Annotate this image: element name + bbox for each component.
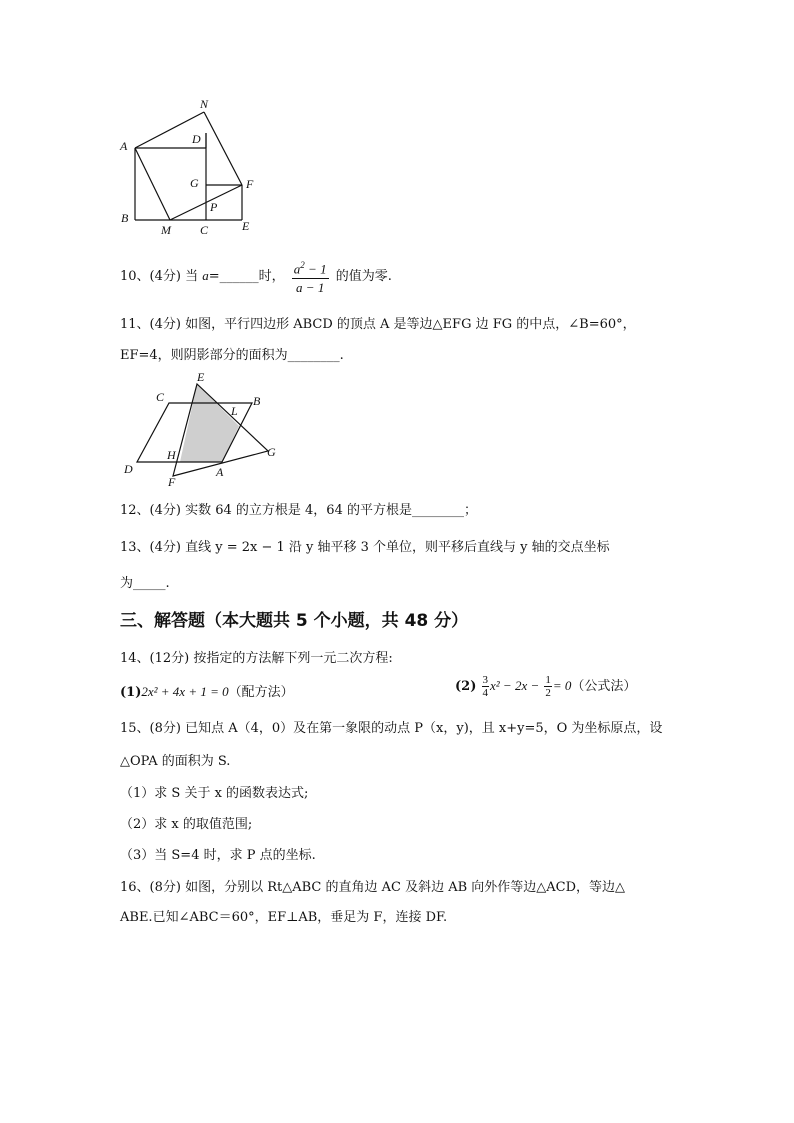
- question-10: [120, 256, 392, 297]
- figure-parallelogram-triangle: [118, 368, 288, 490]
- q10-num-rest: − 1: [304, 261, 327, 277]
- label-D: D: [124, 462, 133, 476]
- question-16-line2: ABE.已知∠ABC＝60°，EF⊥AB，垂足为 F，连接 DF.: [120, 910, 448, 925]
- question-15-sub2: （2）求 x 的取值范围;: [120, 817, 253, 832]
- label-G: G: [190, 176, 199, 190]
- q10-eq: =: [208, 269, 220, 285]
- q14-p2-num2: 1: [545, 674, 551, 686]
- question-11-line2: EF=4，则阴影部分的面积为________.: [120, 348, 344, 363]
- q10-blank: ______: [219, 269, 259, 285]
- question-13-line1: 13、(4分) 直线 y = 2x − 1 沿 y 轴平移 3 个单位，则平移后直线与 y 轴的交点坐标: [120, 540, 610, 555]
- q14-p2-label: (2): [455, 679, 477, 694]
- label-C: C: [200, 223, 209, 237]
- section-3-heading: 三、解答题（本大题共 5 个小题，共 48 分）: [120, 611, 469, 631]
- q10-num-exp: 2: [300, 260, 305, 270]
- label-E: E: [242, 219, 250, 233]
- q14-p2-frac2: [544, 674, 552, 699]
- q10-var: a: [202, 268, 209, 284]
- label-F: F: [246, 177, 254, 191]
- figure-square-construction: [115, 95, 275, 240]
- question-12: 12、(4分) 实数 64 的立方根是 4，64 的平方根是________；: [120, 503, 477, 518]
- label-B: B: [121, 211, 129, 225]
- q10-mid: 时，: [258, 269, 285, 285]
- q14-p1-eq: 2x² + 4x + 1 = 0: [141, 684, 229, 699]
- question-11-line1: 11、(4分) 如图，平行四边形 ABCD 的顶点 A 是等边△EFG 边 FG 的中点，∠B=60°，: [120, 317, 636, 332]
- label-H: H: [167, 448, 176, 462]
- question-15-sub1: （1）求 S 关于 x 的函数表达式;: [120, 786, 309, 801]
- label-B: B: [253, 394, 261, 408]
- q14-p2-den: 4: [482, 687, 488, 699]
- label-D: D: [192, 132, 201, 146]
- q10-den: a − 1: [296, 280, 325, 296]
- q14-p2-num: 3: [482, 674, 488, 686]
- question-13-line2: 为_____.: [120, 576, 170, 591]
- q10-fraction: [292, 256, 329, 297]
- q14-p2-den2: 2: [545, 687, 551, 699]
- label-P: P: [210, 200, 218, 214]
- q10-post: 的值为零.: [335, 269, 392, 285]
- label-A: A: [120, 139, 128, 153]
- label-C: C: [156, 390, 165, 404]
- q10-prefix: 10、(4分) 当: [120, 269, 203, 285]
- question-16-line1: 16、(8分) 如图，分别以 Rt△ABC 的直角边 AC 及斜边 AB 向外作等边△ACD，等边△: [120, 880, 626, 895]
- q14-p1-label: (1): [120, 685, 142, 700]
- question-14-intro: 14、(12分) 按指定的方法解下列一元二次方程:: [120, 651, 393, 666]
- label-L: L: [231, 404, 238, 418]
- question-15-sub3: （3）当 S=4 时，求 P 点的坐标.: [120, 848, 316, 863]
- question-15-line1: 15、(8分) 已知点 A（4，0）及在第一象限的动点 P（x，y)，且 x+y=5，O 为坐标原点，设: [120, 721, 663, 736]
- question-14-part2: [455, 674, 636, 699]
- label-N: N: [200, 97, 209, 111]
- question-15-line2: △OPA 的面积为 S.: [120, 754, 231, 769]
- label-E: E: [197, 370, 205, 384]
- q14-p2-frac1: [482, 674, 490, 699]
- label-G: G: [267, 445, 276, 459]
- label-F: F: [168, 475, 176, 489]
- q14-p2-mid: x² − 2x −: [490, 678, 540, 693]
- question-14-part1: [120, 681, 294, 700]
- label-M: M: [161, 223, 171, 237]
- label-A: A: [216, 465, 224, 479]
- q14-p2-end: = 0: [552, 678, 572, 693]
- q14-p1-method: （配方法）: [228, 685, 294, 700]
- q10-num-a: a: [293, 261, 301, 277]
- q14-p2-method: （公式法）: [571, 679, 637, 694]
